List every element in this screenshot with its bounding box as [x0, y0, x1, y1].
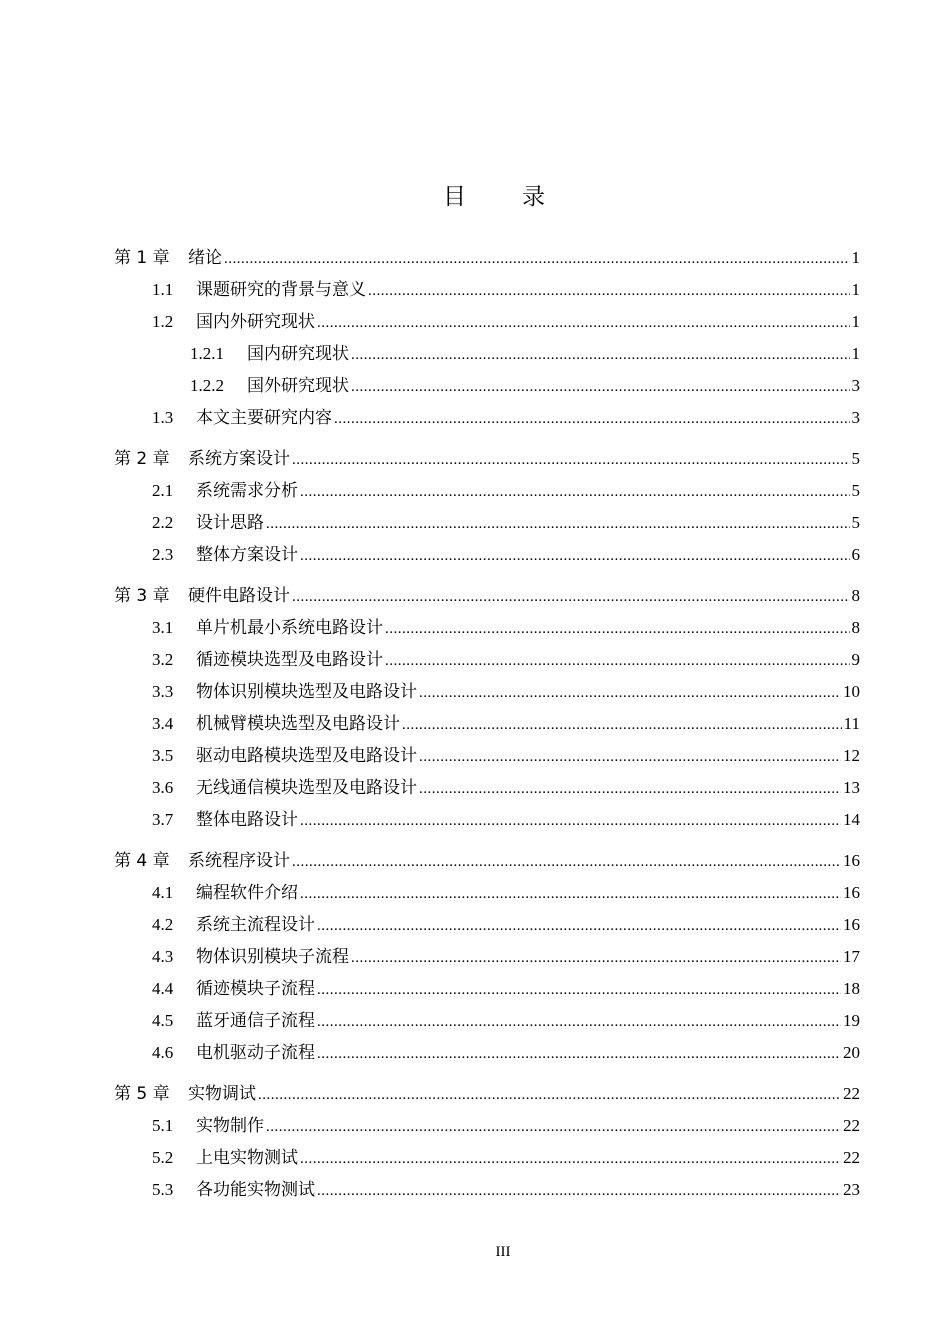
toc-entry-title: 电机驱动子流程 [196, 1043, 315, 1063]
toc-section-entry[interactable] [114, 539, 860, 571]
toc-section-entry[interactable] [114, 772, 860, 804]
toc-entry-page: 11 [843, 714, 860, 733]
toc-dot-leader [351, 942, 841, 974]
toc-entry-page: 16 [843, 851, 860, 870]
toc-dot-leader [300, 476, 850, 508]
toc-entry-number: 4.3 [152, 947, 174, 966]
toc-dot-leader [317, 1006, 841, 1038]
toc-dot-leader [385, 613, 850, 645]
toc-entry-title: 循迹模块子流程 [196, 979, 315, 999]
toc-dot-leader [419, 773, 841, 805]
toc-section-entry[interactable] [114, 1110, 860, 1142]
toc-entry-number: 4.6 [152, 1043, 174, 1062]
toc-entry-title: 整体电路设计 [196, 810, 298, 830]
toc-entry-page: 18 [843, 979, 860, 998]
toc-section-entry[interactable] [114, 475, 860, 507]
toc-entry-page: 12 [843, 746, 860, 765]
toc-entry-title: 实物制作 [196, 1116, 264, 1136]
toc-entry-page: 14 [843, 810, 860, 829]
page-number: III [495, 1244, 511, 1260]
toc-entry-page: 3 [851, 376, 860, 395]
toc-entry-number: 3.3 [152, 682, 174, 701]
toc-entry-title: 设计思路 [196, 513, 264, 533]
toc-dot-leader [317, 910, 841, 942]
toc-entry-page: 1 [851, 344, 860, 363]
toc-dot-leader [224, 243, 850, 275]
toc-entry-title: 物体识别模块选型及电路设计 [196, 682, 417, 702]
toc-section-entry[interactable] [114, 740, 860, 772]
toc-entry-page: 9 [851, 650, 860, 669]
toc-section-entry[interactable] [114, 1142, 860, 1174]
toc-entry-page: 19 [843, 1011, 860, 1030]
toc-entry-page: 5 [851, 481, 860, 500]
toc-section-entry[interactable] [114, 909, 860, 941]
toc-entry-number: 3.5 [152, 746, 174, 765]
toc-entry-page: 1 [851, 280, 860, 299]
toc-entry-title: 国外研究现状 [247, 376, 349, 396]
toc-entry-title: 单片机最小系统电路设计 [196, 618, 383, 638]
toc-section-entry[interactable] [114, 402, 860, 434]
toc-dot-leader [419, 741, 841, 773]
toc-title-char-1: 目 [443, 184, 466, 210]
toc-entry-number: 4.1 [152, 883, 174, 902]
toc-entry-page: 22 [843, 1084, 860, 1103]
toc-entry-number: 3.2 [152, 650, 174, 669]
toc-section-entry[interactable] [114, 507, 860, 539]
toc-entry-title: 课题研究的背景与意义 [196, 280, 366, 300]
toc-entry-page: 22 [843, 1116, 860, 1135]
toc-dot-leader [419, 677, 841, 709]
toc-section-entry[interactable] [114, 676, 860, 708]
toc-entry-title: 实物调试 [188, 1084, 256, 1104]
table-of-contents [114, 242, 860, 1206]
toc-dot-leader [300, 1143, 841, 1175]
toc-dot-leader [317, 307, 850, 339]
toc-entry-title: 物体识别模块子流程 [196, 947, 349, 967]
toc-dot-leader [300, 878, 841, 910]
toc-entry-title: 系统主流程设计 [196, 915, 315, 935]
toc-section-entry[interactable] [114, 1174, 860, 1206]
toc-entry-page: 1 [851, 312, 860, 331]
toc-dot-leader [402, 709, 842, 741]
toc-entry-title: 系统程序设计 [188, 851, 290, 871]
toc-section-entry[interactable] [114, 941, 860, 973]
toc-section-entry[interactable] [114, 338, 860, 370]
toc-entry-page: 8 [851, 618, 860, 637]
toc-entry-title: 国内研究现状 [247, 344, 349, 364]
toc-section-entry[interactable] [114, 370, 860, 402]
toc-entry-page: 17 [843, 947, 860, 966]
toc-entry-title: 绪论 [188, 248, 222, 268]
toc-section-entry[interactable] [114, 1005, 860, 1037]
toc-entry-page: 22 [843, 1148, 860, 1167]
toc-entry-title: 上电实物测试 [196, 1148, 298, 1168]
toc-entry-title: 蓝牙通信子流程 [196, 1011, 315, 1031]
toc-entry-title: 各功能实物测试 [196, 1180, 315, 1200]
toc-dot-leader [334, 403, 850, 435]
toc-entry-title: 编程软件介绍 [196, 883, 298, 903]
toc-entry-title: 系统需求分析 [196, 481, 298, 501]
toc-entry-number: 第 4 章 [114, 851, 170, 871]
toc-section-entry[interactable] [114, 644, 860, 676]
toc-dot-leader [258, 1079, 841, 1111]
toc-dot-leader [266, 508, 850, 540]
toc-section-entry[interactable] [114, 708, 860, 740]
toc-title [0, 178, 950, 211]
toc-dot-leader [292, 846, 841, 878]
toc-entry-page: 20 [843, 1043, 860, 1062]
toc-dot-leader [317, 974, 841, 1006]
toc-entry-title: 循迹模块选型及电路设计 [196, 650, 383, 670]
toc-entry-number: 4.2 [152, 915, 174, 934]
toc-dot-leader [385, 645, 850, 677]
toc-entry-number: 第 1 章 [114, 248, 170, 268]
toc-dot-leader [351, 339, 850, 371]
toc-entry-page: 1 [851, 248, 860, 267]
toc-section-entry[interactable] [114, 306, 860, 338]
toc-dot-leader [292, 444, 850, 476]
toc-entry-page: 6 [851, 545, 860, 564]
toc-entry-number: 1.2 [152, 312, 174, 331]
toc-chapter-entry[interactable] [114, 1078, 860, 1110]
toc-dot-leader [317, 1175, 841, 1207]
toc-entry-page: 5 [851, 513, 860, 532]
toc-entry-page: 16 [843, 915, 860, 934]
toc-entry-number: 5.3 [152, 1180, 174, 1199]
toc-section-entry[interactable] [114, 612, 860, 644]
toc-entry-page: 3 [851, 408, 860, 427]
toc-entry-number: 2.2 [152, 513, 174, 532]
toc-dot-leader [266, 1111, 841, 1143]
toc-dot-leader [300, 540, 850, 572]
toc-chapter-entry[interactable] [114, 580, 860, 612]
toc-entry-number: 5.1 [152, 1116, 174, 1135]
toc-entry-number: 2.3 [152, 545, 174, 564]
toc-entry-page: 16 [843, 883, 860, 902]
toc-entry-title: 硬件电路设计 [188, 586, 290, 606]
toc-entry-number: 1.3 [152, 408, 174, 427]
toc-entry-number: 2.1 [152, 481, 174, 500]
toc-entry-title: 整体方案设计 [196, 545, 298, 565]
toc-section-entry[interactable] [114, 274, 860, 306]
toc-entry-title: 无线通信模块选型及电路设计 [196, 778, 417, 798]
toc-dot-leader [317, 1038, 841, 1070]
toc-entry-number: 4.5 [152, 1011, 174, 1030]
toc-entry-page: 13 [843, 778, 860, 797]
toc-entry-number: 第 3 章 [114, 586, 170, 606]
toc-dot-leader [368, 275, 850, 307]
toc-dot-leader [300, 805, 841, 837]
toc-entry-number: 3.1 [152, 618, 174, 637]
toc-entry-number: 4.4 [152, 979, 174, 998]
toc-entry-title: 驱动电路模块选型及电路设计 [196, 746, 417, 766]
toc-section-entry[interactable] [114, 973, 860, 1005]
toc-entry-number: 第 5 章 [114, 1084, 170, 1104]
toc-entry-number: 3.6 [152, 778, 174, 797]
toc-entry-page: 23 [843, 1180, 860, 1199]
toc-entry-number: 1.1 [152, 280, 174, 299]
toc-dot-leader [292, 581, 850, 613]
toc-section-entry[interactable] [114, 877, 860, 909]
toc-entry-page: 10 [843, 682, 860, 701]
toc-entry-number: 3.4 [152, 714, 174, 733]
toc-entry-title: 系统方案设计 [188, 449, 290, 469]
toc-entry-page: 5 [851, 449, 860, 468]
toc-chapter-entry[interactable] [114, 242, 860, 274]
toc-entry-number: 1.2.1 [190, 344, 224, 363]
toc-entry-page: 8 [851, 586, 860, 605]
toc-dot-leader [351, 371, 850, 403]
toc-entry-title: 机械臂模块选型及电路设计 [196, 714, 400, 734]
toc-section-entry[interactable] [114, 1037, 860, 1069]
toc-chapter-entry[interactable] [114, 443, 860, 475]
toc-entry-number: 5.2 [152, 1148, 174, 1167]
toc-entry-title: 本文主要研究内容 [196, 408, 332, 428]
toc-entry-number: 3.7 [152, 810, 174, 829]
toc-section-entry[interactable] [114, 804, 860, 836]
toc-title-char-2: 录 [522, 184, 545, 210]
toc-entry-number: 1.2.2 [190, 376, 224, 395]
toc-chapter-entry[interactable] [114, 845, 860, 877]
toc-entry-title: 国内外研究现状 [196, 312, 315, 332]
toc-entry-number: 第 2 章 [114, 449, 170, 469]
